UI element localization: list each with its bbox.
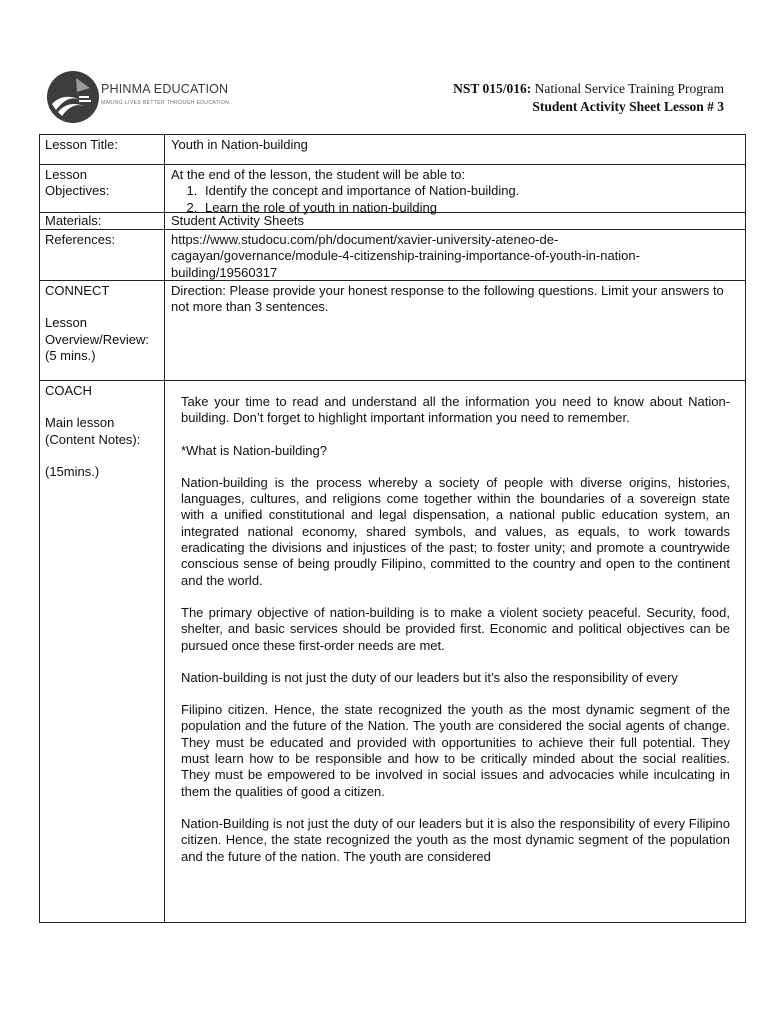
lesson-title-label: Lesson Title: [40,135,165,164]
row-connect [40,281,745,381]
reference-line: https://www.studocu.com/ph/document/xavier-university-ateneo-de- [171,232,559,247]
objective-item: 1. Identify the concept and importance of Nation-building. [201,183,739,199]
lesson-title-value: Youth in Nation-building [171,137,308,152]
objectives-value [165,165,745,215]
connect-title: CONNECT [45,283,110,298]
objectives-list [171,183,739,216]
row-coach [40,381,745,922]
materials-label: Materials: [40,213,165,229]
row-references [40,230,745,281]
connect-sub-label-line1: Lesson [45,315,87,331]
coach-time: (15mins.) [45,463,100,479]
coach-paragraph: Nation-Building is not just the duty of our leaders but it is also the responsibility of every Filipino citizen. Hence, the state recognized the youth as the most dynamic segment of the population and the future of the nation. The youth are considered [181,815,730,864]
activity-sheet-table [39,134,746,923]
connect-direction: Direction: Please provide your honest response to the following questions. Limit your answers to not more than 3 sentences. [171,283,724,315]
course-name: National Service Training Program [534,81,724,96]
coach-paragraph: Nation-building is the process whereby a society of people with diverse origins, histories, languages, cultures, and religions come together within the boundaries of a sovereign state with a unified constitutional and legal dispensation, a national public education system, an integrated national economy, shared symbols, and values, as equals, to work towards eradicating the divisions and injustices of the past; to foster unity; and promote a countrywide conscious sense of being proudly Filipino, committed to the country and open to the continent and the world. [181,474,730,588]
phinma-emblem-icon [46,70,100,124]
coach-paragraph: Nation-building is not just the duty of our leaders but it’s also the responsibility of every [181,669,678,685]
objectives-label [40,165,165,212]
coach-sub-label-line2: (Content Notes): [45,431,141,447]
reference-line: cagayan/governance/module-4-citizenship-training-importance-of-youth-in-nation- [171,248,640,264]
reference-line: building/19560317 [171,264,278,280]
objectives-label-line1: Lesson [45,167,87,182]
coach-question-heading: *What is Nation-building? [181,442,327,458]
references-label: References: [40,230,165,280]
sheet-title: Student Activity Sheet Lesson # 3 [532,99,724,114]
coach-paragraph: Take your time to read and understand all the information you need to know about Nation-building. Don’t forget to highlight important information you need to remember. [181,394,730,426]
coach-label [40,381,165,922]
coach-paragraph: The primary objective of nation-building is to make a violent society peaceful. Security, food, shelter, and basic services should be provided first. Economic and political objectives can be pursued once these first-order needs are met. [181,604,730,653]
connect-sub-label-line2: Overview/Review: [45,331,150,347]
coach-content [165,381,745,922]
objectives-label-line2: Objectives: [45,183,110,199]
connect-label [40,281,165,380]
objectives-intro: At the end of the lesson, the student will be able to: [171,167,466,182]
row-lesson-title [40,135,745,165]
coach-paragraph: Filipino citizen. Hence, the state recognized the youth as the most dynamic segment of the population and the future of the Nation. The youth are considered the social agents of change. They must be educated and provided with opportunities to achieve their full potential. They must learn how to be responsible and how to be critically minded about the social realities. They must be empowered to be involved in social issues and advocacies while inculcating in them the qualities of good a citizen. [181,702,730,799]
phinma-logo [46,70,246,124]
logo-brand-text: PHINMA EDUCATION [101,82,229,96]
connect-time: (5 mins.) [45,347,96,363]
row-lesson-objectives [40,165,745,213]
document-header [453,80,724,116]
course-code: NST 015/016: [453,81,532,96]
coach-content-notes [165,381,745,865]
row-materials [40,213,745,230]
course-line [453,80,724,98]
references-value [165,230,745,280]
materials-value: Student Activity Sheets [171,213,304,228]
coach-title: COACH [45,383,92,398]
logo-tagline: MAKING LIVES BETTER THROUGH EDUCATION [101,100,230,106]
objective-item: 2. Learn the role of youth in nation-building [201,200,739,216]
coach-sub-label-line1: Main lesson [45,415,115,431]
